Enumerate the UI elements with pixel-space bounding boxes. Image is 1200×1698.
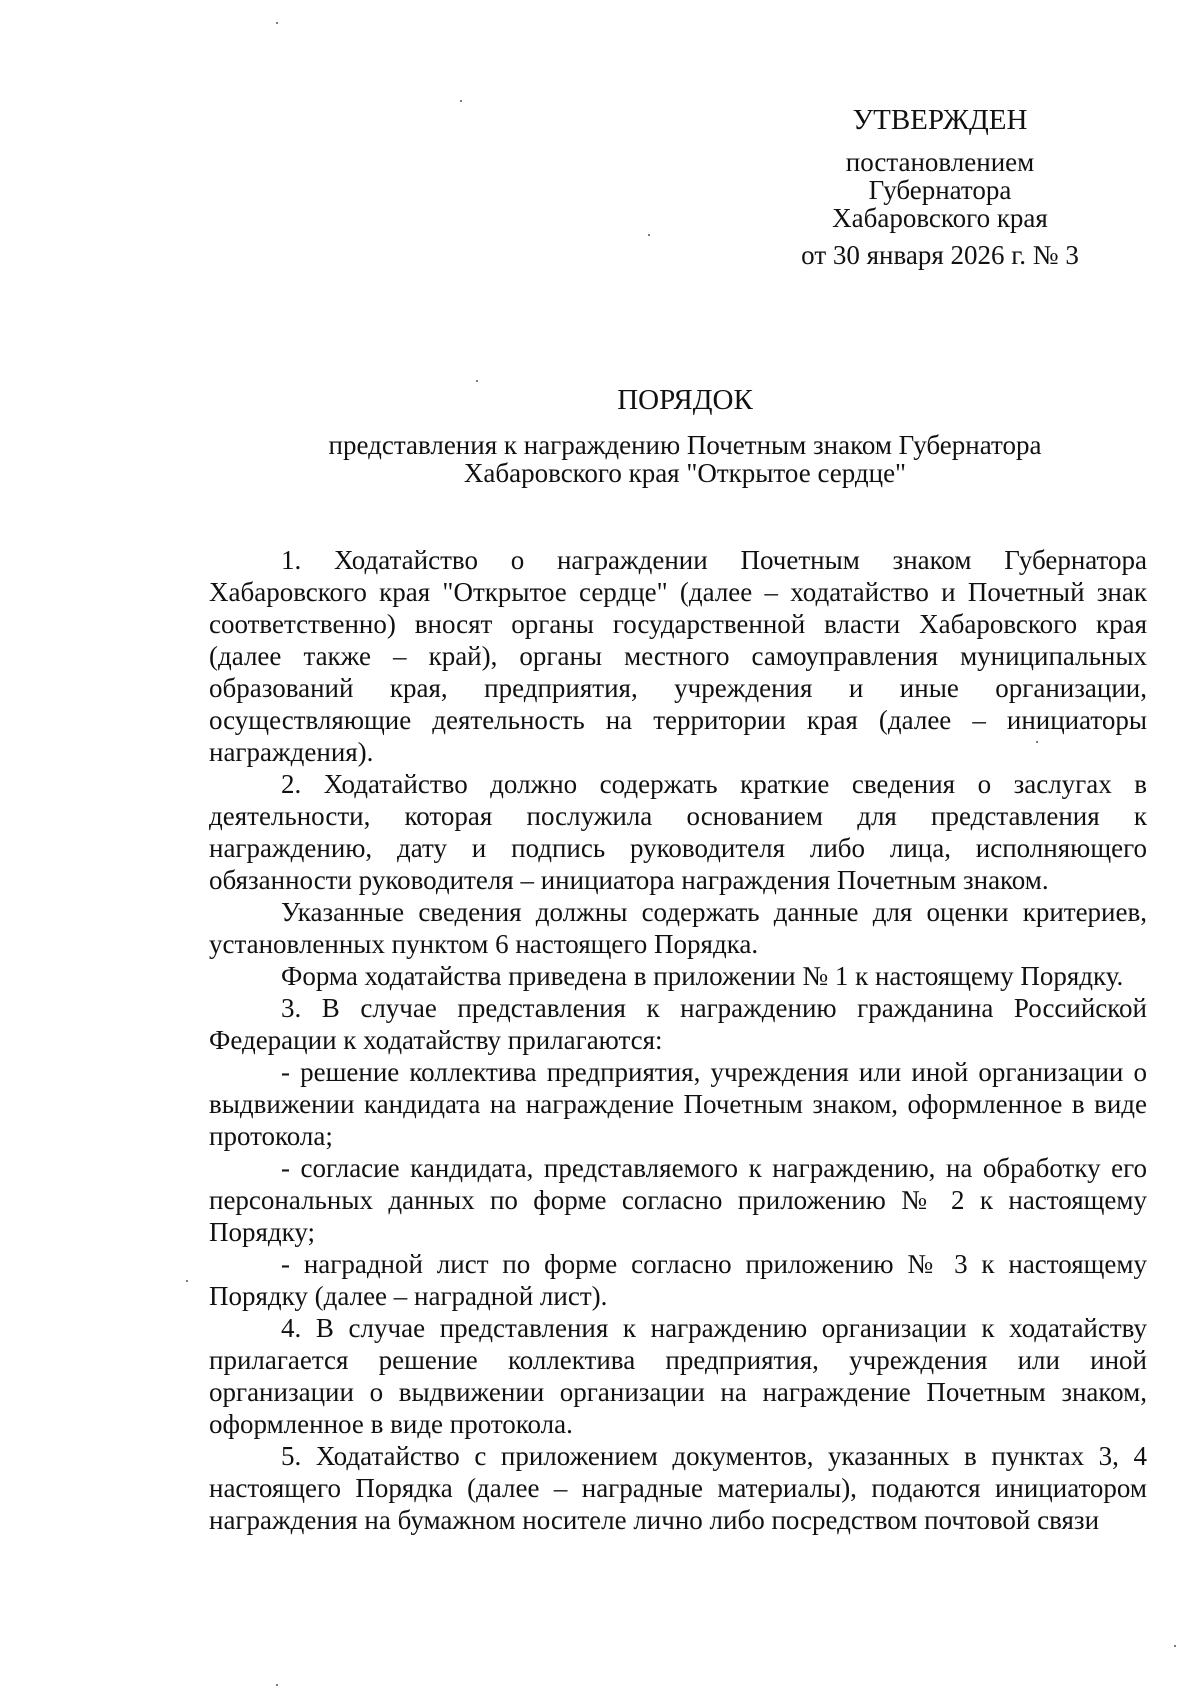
paragraph-5: 5. Ходатайство с приложением документов, указанных в пунктах 3, 4 настоящего Порядка (далее – наградные материалы), подаются инициатором награждения на бумажном носителе лично либо посредством почтовой связи xyxy=(209,1441,1147,1535)
approval-line-decree: постановлением xyxy=(845,147,1035,177)
paragraph-2-criteria: Указанные сведения должны содержать данные для оценки критериев, установленных пунктом 6 настоящего Порядка. xyxy=(209,897,1147,959)
document-subtitle-line-1: представления к награждению Почетным знаком Губернатора xyxy=(328,430,1042,460)
scan-speck xyxy=(276,22,278,24)
approval-stamp-block xyxy=(770,106,1110,269)
scan-speck xyxy=(276,1684,278,1686)
paragraph-3-item-award-sheet: - наградной лист по форме согласно приложению № 3 к настоящему Порядку (далее – наградной лист). xyxy=(209,1249,1147,1311)
scan-speck xyxy=(648,234,650,236)
document-title-block xyxy=(290,386,1080,487)
paragraph-2: 2. Ходатайство должно содержать краткие сведения о заслугах в деятельности, которая послужила основанием для представления к награждению, дату и подпись руководителя либо лица, исполняющего обязанности руководителя – инициатора награждения Почетным знаком. xyxy=(209,769,1147,895)
paragraph-3-item-decision: - решение коллектива предприятия, учреждения или иной организации о выдвижении кандидата на награждение Почетным знаком, оформленное в виде протокола; xyxy=(209,1057,1147,1151)
document-body xyxy=(209,544,1147,1536)
approval-line-region: Хабаровского края xyxy=(832,203,1048,233)
paragraph-3: 3. В случае представления к награждению гражданина Российской Федерации к ходатайству прилагаются: xyxy=(209,993,1147,1055)
approval-date-line: от 30 января 2026 г. № 3 xyxy=(801,240,1079,270)
paragraph-2-form: Форма ходатайства приведена в приложении № 1 к настоящему Порядку. xyxy=(281,961,1124,991)
scan-speck xyxy=(186,1280,188,1282)
approval-heading: УТВЕРЖДЕН xyxy=(852,104,1028,136)
paragraph-3-item-consent: - согласие кандидата, представляемого к награждению, на обработку его персональных данных по форме согласно приложению № 2 к настоящему Порядку; xyxy=(209,1153,1147,1247)
paragraph-4: 4. В случае представления к награждению организации к ходатайству прилагается решение коллектива предприятия, учреждения или иной организации о выдвижении организации на награждение Почетным знаком, оформленное в виде протокола. xyxy=(209,1313,1147,1439)
scan-speck xyxy=(1036,741,1038,743)
scan-speck xyxy=(460,100,462,102)
approval-line-governor: Губернатора xyxy=(868,175,1012,205)
scan-speck xyxy=(476,380,478,382)
scan-speck xyxy=(1174,1645,1176,1647)
document-subtitle-line-2: Хабаровского края "Открытое сердце" xyxy=(463,458,907,488)
document-title: ПОРЯДОК xyxy=(617,384,753,416)
paragraph-1: 1. Ходатайство о награждении Почетным знаком Губернатора Хабаровского края "Открытое сердце" (далее – ходатайство и Почетный знак соответственно) вносят органы государственной власти Хабаровского края (далее также – край), органы местного самоуправления муниципальных образований края, предприятия, учреждения и иные организации, осуществляющие деятельность на территории края (далее – инициаторы награждения). xyxy=(209,545,1147,767)
